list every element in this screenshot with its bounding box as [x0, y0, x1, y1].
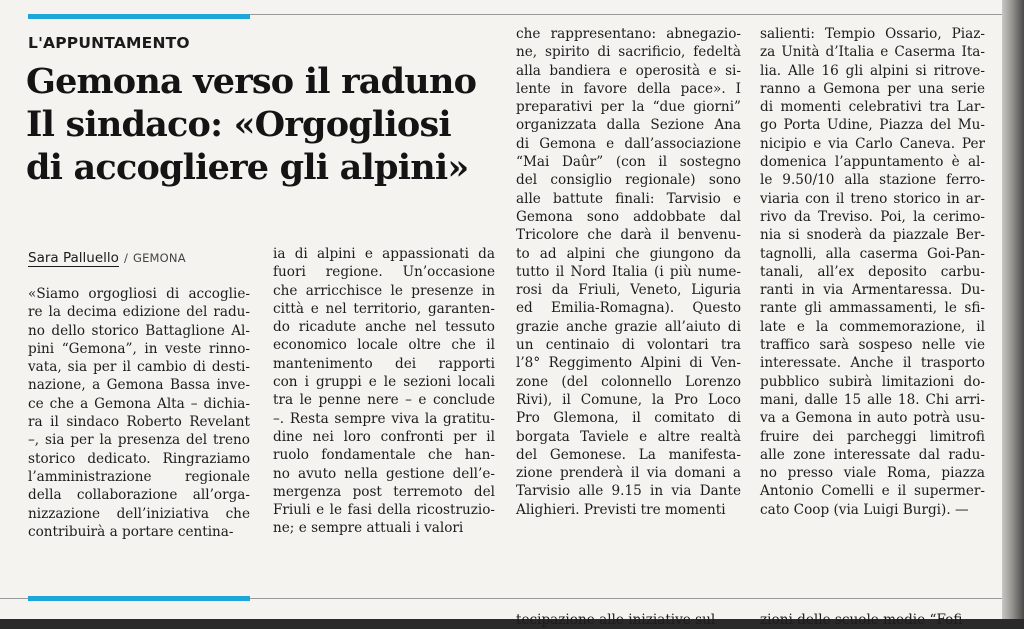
author-name: Sara Palluello [28, 250, 119, 266]
article-column-4 [760, 25, 985, 519]
page-edge-shadow [1002, 0, 1024, 619]
article-text-line: re la decima edizione del radu- [28, 304, 250, 321]
top-accent-bar [28, 14, 250, 19]
article-text-line: go Porta Udine, Piazza del Mu- [760, 117, 985, 134]
article-text-line: domenica l’appuntamento è al- [760, 154, 985, 171]
article-text-line: fruire dei parcheggi limitrofi [760, 428, 985, 445]
article-text-line: Tarvisio alle 9.15 in via Dante [516, 483, 741, 500]
article-text-line: ne; e sempre attuali i valori [273, 520, 464, 537]
article-text-line: mantenimento dei rapporti [273, 355, 495, 372]
article-text-line: città e nel territorio, garanten- [273, 300, 495, 317]
article-text-line: viaria con il treno storico in ar- [760, 190, 985, 207]
article-text-line: nicipio e via Carlo Caneva. Per [760, 135, 985, 152]
article-text-line: Tricolore che darà il benvenu- [516, 227, 741, 244]
article-text-line: ia di alpini e appassionati da [273, 246, 495, 262]
article-text-line: za Unità d’Italia e Caserma Ita- [760, 44, 985, 61]
article-text-line: storico dedicato. Ringraziamo [28, 450, 250, 467]
article-text-line: tanali, all’ex deposito carbu- [760, 263, 985, 280]
article-text-line: mergenza post terremoto del [273, 483, 495, 500]
article-text-line: mani, dalle 15 alle 18. Chi arri- [760, 391, 985, 408]
article-text-line: dine nei loro confronti per il [273, 428, 495, 445]
article-text-line: tagnolli, alla caserma Goi-Pan- [760, 245, 985, 262]
article-text-line: preparativi per la “due giorni” [516, 99, 741, 116]
article-text-line: zone (del colonnello Lorenzo [516, 373, 741, 390]
article-text-line: del consiglio regionale) sono [516, 172, 741, 189]
article-text-line: grazie anche grazie all’aiuto di [516, 318, 741, 335]
article-text-line: di momenti celebrativi tra Lar- [760, 99, 985, 116]
article-column-3 [516, 25, 741, 519]
article-text-line: fuori regione. Un’occasione [273, 264, 495, 281]
article-text-line: ruolo fondamentale che han- [273, 447, 495, 464]
article-text-line: Rivi), il Comune, la Pro Loco [516, 391, 741, 408]
article-text-line: di Gemona e dall’associazione [516, 135, 741, 152]
article-text-line: –, sia per la presenza del treno [28, 432, 250, 449]
section-kicker: L'APPUNTAMENTO [28, 34, 190, 52]
article-text-line: do ricadute anche nel tessuto [273, 319, 495, 336]
article-text-line: ce che a Gemona Alta – dichia- [28, 395, 250, 412]
article-text-line: un centinaio di volontari tra [516, 337, 741, 354]
article-text-line: pini “Gemona”, in veste rinno- [28, 340, 250, 357]
headline-line: Gemona verso il raduno [26, 61, 477, 102]
article-text-line: rivo da Treviso. Poi, la cerimo- [760, 208, 985, 225]
article-column-1 [28, 285, 250, 541]
article-text-line: Gemona sono addobbate dal [516, 208, 741, 225]
article-text-line: contribuirà a portare centina- [28, 523, 234, 540]
headline-line: di accogliere gli alpini» [26, 147, 469, 188]
article-text-line: alle zone interessate dal radu- [760, 446, 985, 463]
article-text-line: rante gli ammassamenti, le sfi- [760, 300, 985, 317]
article-column-2 [273, 245, 495, 538]
article-text-line: con i gruppi e le sezioni locali [273, 374, 495, 391]
next-article-cutoff-text: tecipazione alle iniziative sul [516, 612, 716, 628]
article-text-line: cato Coop (via Luigi Burgi). — [760, 501, 969, 518]
article-text-line: ranno a Gemona per una serie [760, 80, 985, 97]
article-text-line: interessate. Anche il trasporto [760, 355, 985, 372]
article-text-line: Friuli e le fasi della ricostruzio- [273, 502, 495, 519]
article-text-line: vata, sia per il cambio di desti- [28, 359, 250, 376]
article-text-line: Antonio Comelli e il supermer- [760, 483, 985, 500]
byline-separator: / [123, 251, 128, 265]
article-text-line: nizzazione dell’iniziativa che [28, 505, 250, 522]
article-text-line: traffico sarà sospeso nelle vie [760, 337, 985, 354]
article-text-line: borgata Taviele e altre realtà [516, 428, 741, 445]
next-article-cutoff-text: zioni delle scuole medie “Fofi [760, 612, 963, 628]
byline [28, 247, 186, 266]
article-text-line: no presso viale Roma, piazza [760, 465, 985, 482]
article-text-line: lia. Alle 16 gli alpini si ritrove- [760, 62, 985, 79]
article-text-line: «Siamo orgogliosi di accoglie- [28, 286, 250, 302]
article-text-line: alle battute finali: Tarvisio e [516, 190, 741, 207]
article-text-line: va a Gemona in auto potrà usu- [760, 410, 985, 427]
article-text-line: alla bandiera e operosità e si- [516, 62, 741, 79]
article-text-line: l’amministrazione regionale [28, 468, 250, 485]
article-text-line: salienti: Tempio Ossario, Piaz- [760, 26, 985, 42]
article-text-line: l’8° Reggimento Alpini di Ven- [516, 355, 741, 372]
article-text-line: nia si snoderà da piazzale Ber- [760, 227, 985, 244]
article-text-line: organizzata dalla Sezione Ana [516, 117, 741, 134]
article-text-line: no dello storico Battaglione Al- [28, 322, 250, 339]
article-text-line: tutto il Nord Italia (i più nume- [516, 263, 741, 280]
article-text-line: tra le penne nere – e conclude [273, 392, 495, 409]
article-text-line: to ad alpini che giungono da [516, 245, 741, 262]
article-text-line: del Gemonese. La manifesta- [516, 446, 741, 463]
article-text-line: zione prenderà il via domani a [516, 465, 741, 482]
article-text-line: “Mai Daûr” (con il sostegno [516, 154, 741, 171]
article-text-line: pubblico subirà limitazioni do- [760, 373, 985, 390]
article-text-line: –. Resta sempre viva la gratitu- [273, 410, 495, 427]
article-text-line: Alighieri. Previsti tre momenti [516, 501, 726, 518]
article-text-line: che rappresentano: abnegazio- [516, 26, 741, 42]
bottom-accent-bar [28, 596, 250, 601]
article-text-line: Pro Glemona, il comitato di [516, 410, 741, 427]
article-text-line: no avuto nella gestione dell’e- [273, 465, 495, 482]
article-text-line: lente in favore della pace». I [516, 80, 741, 97]
article-text-line: nazione, a Gemona Bassa inve- [28, 377, 250, 394]
article-text-line: economico locale oltre che il [273, 337, 495, 354]
article-text-line: le 9.50/10 alla stazione ferro- [760, 172, 985, 189]
article-text-line: che arricchisce le presenze in [273, 282, 495, 299]
article-text-line: rosi da Friuli, Veneto, Liguria [516, 282, 741, 299]
article-text-line: ranti in via Armentaressa. Du- [760, 282, 985, 299]
byline-place: GEMONA [132, 251, 186, 265]
article-headline [26, 60, 506, 189]
article-text-line: ne, spirito di sacrificio, fedeltà [516, 44, 741, 61]
article-text-line: late e la commemorazione, il [760, 318, 985, 335]
article-text-line: ra il sindaco Roberto Revelant [28, 414, 250, 431]
article-text-line: ed Emilia-Romagna). Questo [516, 300, 741, 317]
article-text-line: della collaborazione all’orga- [28, 487, 250, 504]
headline-line: Il sindaco: «Orgogliosi [26, 104, 451, 145]
